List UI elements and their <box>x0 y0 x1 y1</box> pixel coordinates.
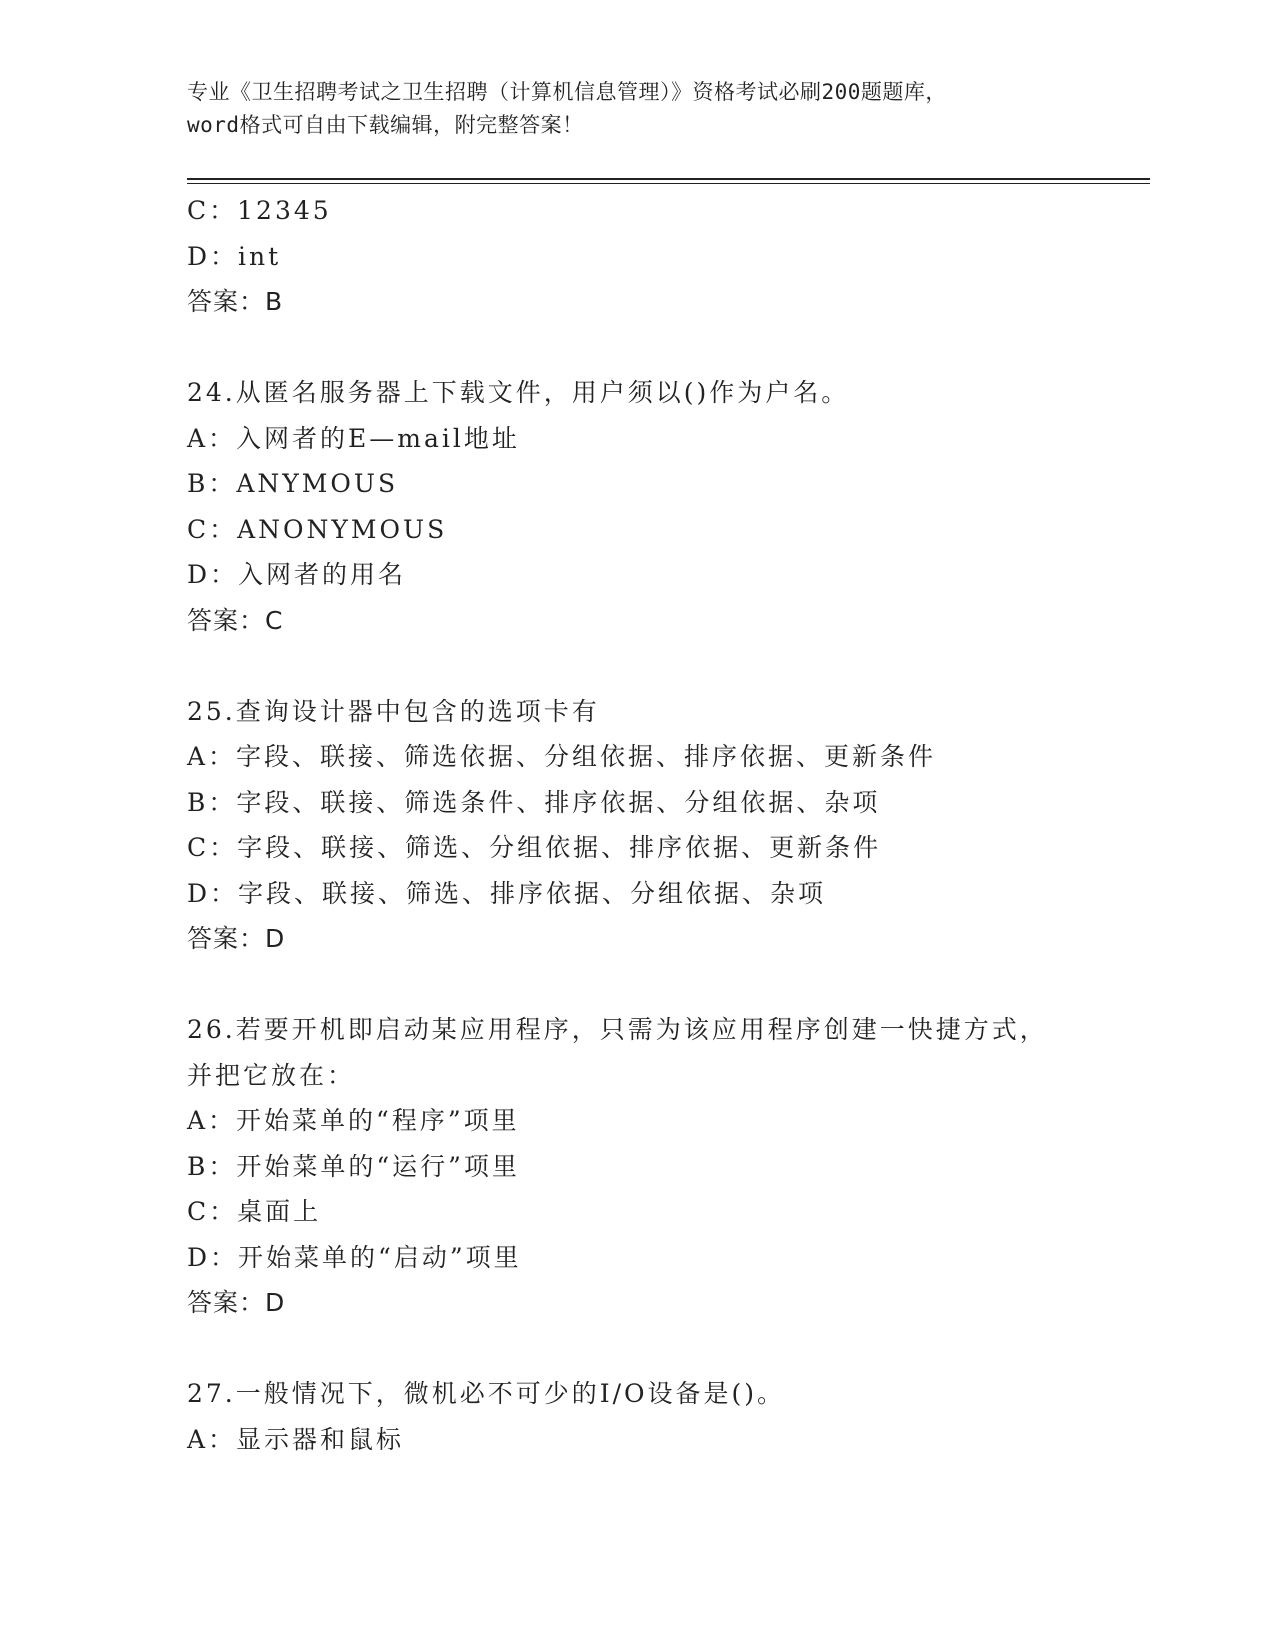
option-a: A：开始菜单的“程序”项里 <box>187 1106 520 1135</box>
answer-text: 答案：D <box>187 1288 286 1317</box>
spacer <box>187 962 1147 1008</box>
question-text: 25.查询设计器中包含的选项卡有 <box>187 696 600 726</box>
spacer <box>187 643 1147 689</box>
answer-text: 答案：D <box>187 924 286 953</box>
option-c: C：ANONYMOUS <box>187 514 448 544</box>
header-title-line-1: 专业《卫生招聘考试之卫生招聘（计算机信息管理）》资格考试必刷200题题库， <box>187 80 947 104</box>
header-title-line-2: word格式可自由下载编辑，附完整答案！ <box>187 113 584 137</box>
option-a: A：入网者的E—mail地址 <box>187 423 520 453</box>
question-text: 27.一般情况下，微机必不可少的I/O设备是()。 <box>187 1379 786 1408</box>
option-c: C：桌面上 <box>187 1197 322 1226</box>
question-26 <box>187 1007 1147 1326</box>
header-divider-thick <box>187 178 1150 180</box>
question-24 <box>187 370 1147 643</box>
option-a: A：显示器和鼠标 <box>187 1424 405 1454</box>
option-b: B：开始菜单的“运行”项里 <box>187 1151 520 1181</box>
option-b: B：ANYMOUS <box>187 469 399 498</box>
option-d: D：开始菜单的“启动”项里 <box>187 1242 522 1272</box>
answer-text: 答案：C <box>187 605 284 635</box>
spacer <box>187 1326 1147 1372</box>
question-text-line-1: 26.若要开机即启动某应用程序，只需为该应用程序创建一快捷方式， <box>187 1015 1048 1044</box>
option-a: A：字段、联接、筛选依据、分组依据、排序依据、更新条件 <box>187 742 937 771</box>
option-d: D：int <box>187 241 282 271</box>
option-b: B：字段、联接、筛选条件、排序依据、分组依据、杂项 <box>187 787 881 817</box>
answer-text: 答案：B <box>187 287 284 316</box>
question-25 <box>187 689 1147 962</box>
option-c: C：字段、联接、筛选、分组依据、排序依据、更新条件 <box>187 833 882 862</box>
question-list <box>187 188 1147 1462</box>
option-d: D：字段、联接、筛选、排序依据、分组依据、杂项 <box>187 878 827 908</box>
question-27 <box>187 1371 1147 1462</box>
page-header <box>187 76 1087 142</box>
spacer <box>187 325 1147 371</box>
header-divider-thin <box>187 183 1150 184</box>
question-23 <box>187 188 1147 325</box>
question-text-line-2: 并把它放在： <box>187 1060 356 1090</box>
question-text: 24.从匿名服务器上下载文件，用户须以()作为户名。 <box>187 378 850 407</box>
option-d: D：入网者的用名 <box>187 560 407 589</box>
option-c: C：12345 <box>187 196 332 225</box>
